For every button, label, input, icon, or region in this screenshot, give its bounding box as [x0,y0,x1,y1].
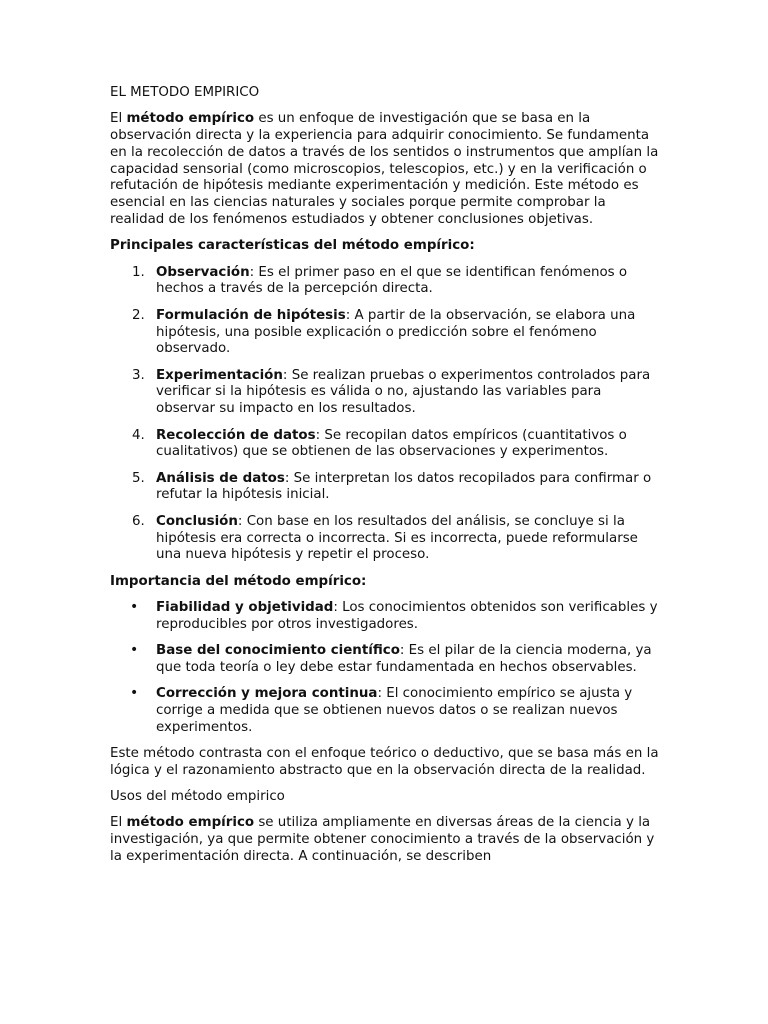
list-item [110,368,662,418]
item-term: Experimentación [156,367,283,383]
document-page [110,85,662,875]
intro-bold-term: método empírico [126,111,255,127]
list-item [110,471,662,505]
item-number: 1. [132,264,145,280]
bullet-icon: • [130,642,139,659]
item-term: Conclusión [156,513,238,529]
characteristics-list [110,265,662,564]
list-item [110,265,662,299]
item-number: 3. [132,367,145,383]
uses-bold-term: método empírico [126,815,255,831]
item-term: Fiabilidad y objetividad [156,599,334,615]
item-number: 5. [132,470,145,486]
characteristics-heading: Principales características del método empírico: [110,238,475,254]
importance-heading: Importancia del método empírico: [110,573,367,589]
list-item [110,308,662,358]
intro-paragraph [110,111,662,229]
uses-intro-paragraph [110,815,662,865]
item-number: 4. [132,427,145,443]
bullet-icon: • [130,685,139,702]
item-number: 6. [132,513,145,529]
list-item [110,514,662,564]
item-text: : Es el pilar de la ciencia moderna, ya que toda teoría o ley debe estar fundamentada en hechos observables. [156,643,652,675]
document-title: EL METODO EMPIRICO [110,85,260,100]
item-text: : Se interpretan los datos recopilados para confirmar o refutar la hipótesis inicial. [156,470,652,503]
item-term: Formulación de hipótesis [156,307,346,323]
contrast-paragraph: Este método contrasta con el enfoque teórico o deductivo, que se basa más en la lógica y el razonamiento abstracto que en la observación directa de la realidad. [110,746,659,778]
item-text: : Es el primer paso en el que se identifican fenómenos o hechos a través de la percepción directa. [156,264,628,297]
list-item [110,643,662,677]
uses-lead: El [110,815,127,831]
list-item [110,686,662,736]
item-text: : Se realizan pruebas o experimentos controlados para verificar si la hipótesis es válida o no, ajustando las variables para observar su impacto en los resultados. [156,367,651,417]
bullet-icon: • [130,598,139,615]
item-text: : A partir de la observación, se elabora una hipótesis, una posible explicación o predicción sobre el fenómeno observado. [156,307,636,357]
item-term: Recolección de datos [156,427,316,443]
uses-rest: se utiliza ampliamente en diversas áreas de la ciencia y la investigación, ya que permite obtener conocimiento a través de la observación y la experimentación directa. A continuación, se describen [110,815,655,864]
item-text: : Con base en los resultados del análisis, se concluye si la hipótesis era correcta o incorrecta. Si es incorrecta, puede reformularse una nueva hipótesis y repetir el proceso. [156,513,638,563]
list-item [110,428,662,462]
item-number: 2. [132,307,145,323]
item-term: Análisis de datos [156,470,285,486]
item-text: : El conocimiento empírico se ajusta y corrige a medida que se obtienen nuevos datos o se realizan nuevos experimentos. [156,686,633,735]
importance-list [110,600,662,737]
item-term: Corrección y mejora continua [156,686,378,702]
item-text: : Los conocimientos obtenidos son verificables y reproducibles por otros investigadores. [156,599,658,632]
item-term: Base del conocimiento científico [156,643,400,659]
list-item [110,600,662,634]
item-text: : Se recopilan datos empíricos (cuantitativos o cualitativos) que se obtienen de las observaciones y experimentos. [156,427,627,460]
intro-lead: El [110,111,127,127]
uses-heading: Usos del método empirico [110,789,285,805]
intro-rest: es un enfoque de investigación que se basa en la observación directa y la experiencia para adquirir conocimiento. Se fundamenta en la recolección de datos a través de los sentidos o instrumentos que amplían la capacidad sensorial (como microscopios, telescopios, etc.) y en la verificación o refutación de hipótesis mediante experimentación y medición. Este método es esencial en las ciencias naturales y sociales porque permite comprobar la realidad de los fenómenos estudiados y obtener conclusiones objetivas. [110,111,659,228]
item-term: Observación [156,264,250,280]
